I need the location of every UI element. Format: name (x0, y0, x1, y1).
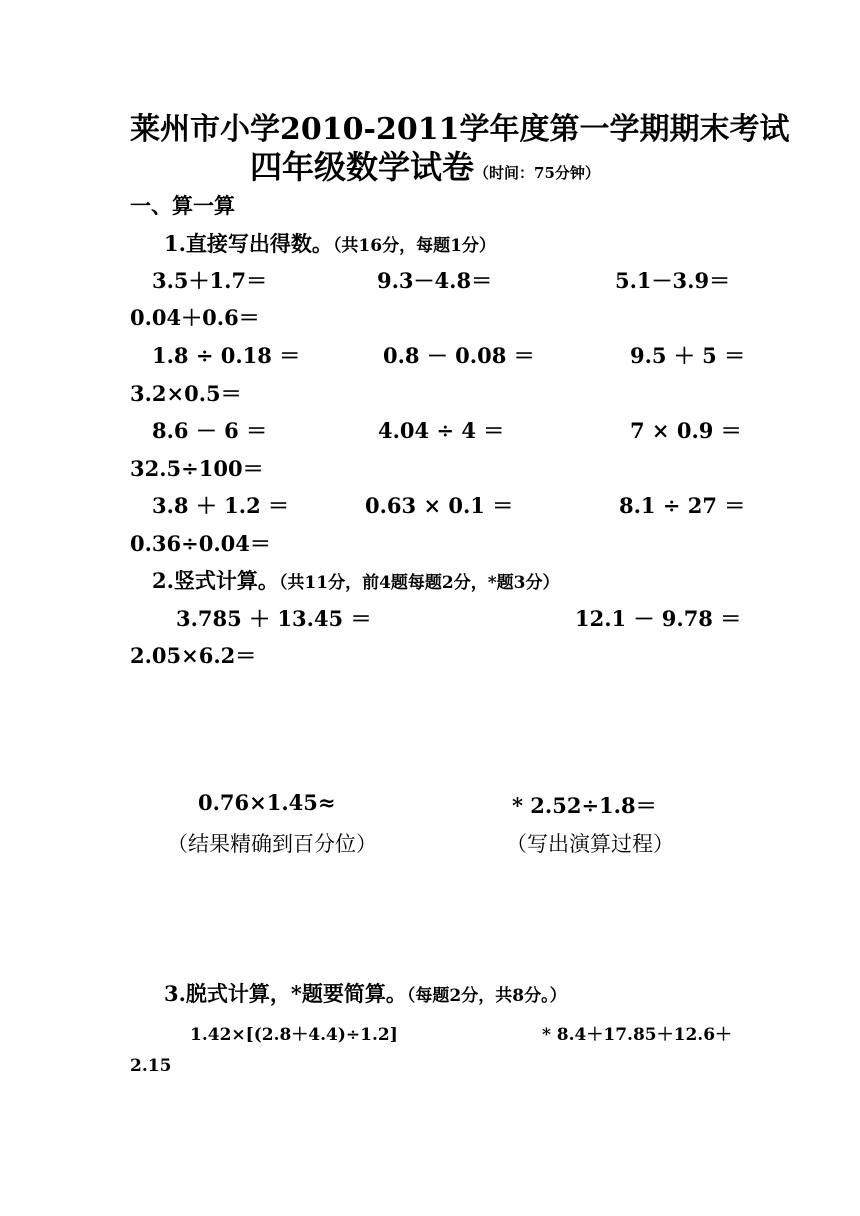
exam-subtitle (250, 142, 600, 188)
q2-title: 2.竖式计算。 (152, 568, 279, 593)
q2-item-3: 2.05×6.2＝ (130, 643, 257, 668)
section-heading: 一、算一算 (130, 193, 235, 218)
q1-r3-d: 32.5÷100＝ (130, 456, 264, 481)
question-2-label (152, 565, 559, 595)
q1-r4-a: 3.8 ＋ 1.2 ＝ (152, 493, 290, 518)
q3-title: 3.脱式计算，*题要简算。 (164, 981, 407, 1006)
q1-r3-b: 4.04 ÷ 4 ＝ (378, 418, 505, 443)
q1-r2-d: 3.2×0.5＝ (130, 381, 242, 406)
q1-title: 1.直接写出得数。 (164, 231, 333, 256)
q2-item-2: 12.1 － 9.78 ＝ (575, 606, 742, 631)
q1-r4-c: 8.1 ÷ 27 ＝ (619, 493, 746, 518)
q1-r3-c: 7 × 0.9 ＝ (630, 418, 742, 443)
q2-item-5: * 2.52÷1.8＝ (512, 793, 657, 818)
q1-r4-d: 0.36÷0.04＝ (130, 531, 271, 556)
subtitle-text: 四年级数学试卷 (250, 148, 475, 186)
q1-r1-c: 5.1－3.9＝ (615, 268, 731, 293)
q2-item-5-note: （写出演算过程） (506, 832, 674, 856)
q1-r2-c: 9.5 ＋ 5 ＝ (630, 343, 746, 368)
q3-item-2: * 8.4＋17.85＋12.6＋ (542, 1025, 733, 1045)
q2-item-1: 3.785 ＋ 13.45 ＝ (176, 606, 372, 631)
question-1-label (164, 228, 496, 258)
exam-title: 莱州市小学2010-2011学年度第一学期期末考试 (130, 112, 790, 147)
q1-r3-a: 8.6 － 6 ＝ (152, 418, 268, 443)
q1-points: （共16分，每题1分） (332, 236, 496, 256)
q3-item-1: 1.42×[(2.8＋4.4)÷1.2] (190, 1025, 398, 1045)
q1-r1-b: 9.3－4.8＝ (377, 268, 493, 293)
q3-item-2-continued: 2.15 (130, 1056, 172, 1076)
q1-r4-b: 0.63 × 0.1 ＝ (365, 493, 514, 518)
q1-r1-d: 0.04＋0.6＝ (130, 305, 260, 330)
q2-points: （共11分，前4题每题2分，*题3分） (278, 573, 560, 593)
q1-r2-a: 1.8 ÷ 0.18 ＝ (152, 343, 301, 368)
q3-points: （每题2分，共8分。） (406, 986, 567, 1006)
q2-item-4: 0.76×1.45≈ (198, 790, 336, 815)
q2-item-4-note: （结果精确到百分位） (167, 832, 377, 856)
q1-r2-b: 0.8 － 0.08 ＝ (383, 343, 535, 368)
q1-r1-a: 3.5＋1.7＝ (152, 268, 268, 293)
time-note: （时间：75分钟） (474, 164, 600, 182)
question-3-label (164, 978, 567, 1008)
